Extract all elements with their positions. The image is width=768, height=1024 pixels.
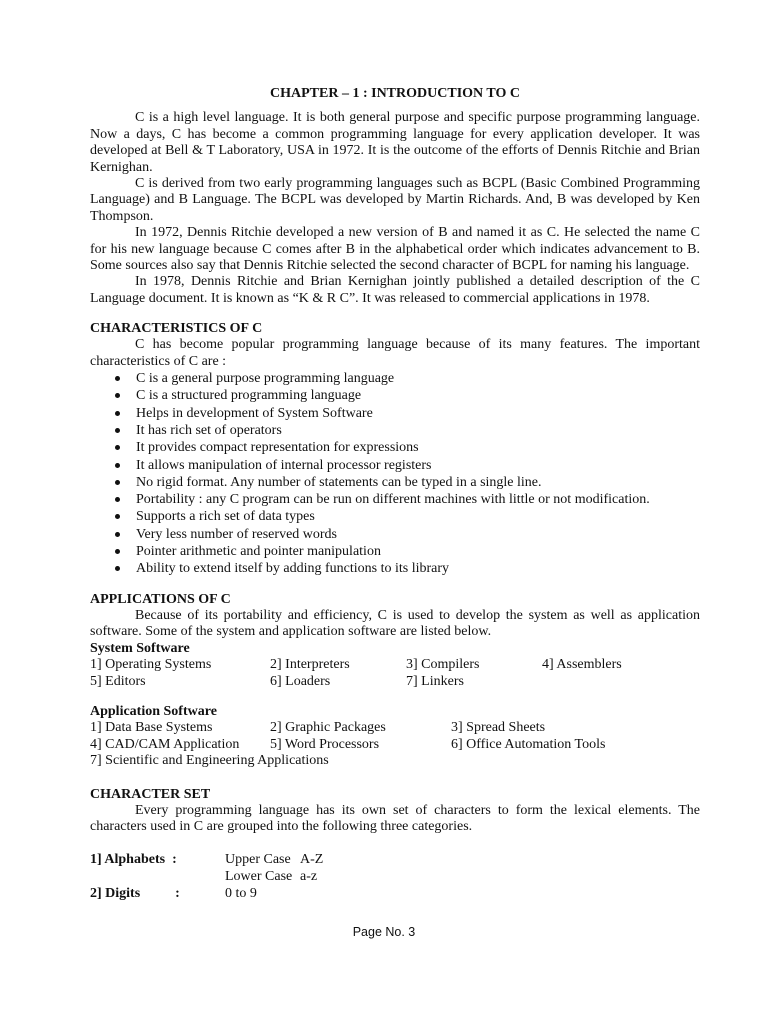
- grid-cell: 5] Editors: [90, 673, 146, 689]
- application-software-grid: [90, 720, 700, 769]
- system-software-grid: [90, 657, 700, 690]
- grid-cell: 4] Assemblers: [542, 657, 622, 673]
- digits-value: 0 to 9: [225, 886, 257, 902]
- list-item: No rigid format. Any number of statements can be typed in a single line.: [115, 474, 700, 491]
- intro-paragraph-4: In 1978, Dennis Ritchie and Brian Kernighan jointly published a detailed description of the C Language document. It is known as “K & R C”. It was released to commercial applications in 1978.: [90, 274, 700, 306]
- list-item: It has rich set of operators: [115, 422, 700, 439]
- list-item: It provides compact representation for expressions: [115, 439, 700, 456]
- grid-cell: 6] Loaders: [270, 673, 331, 689]
- list-item: Portability : any C program can be run on different machines with little or not modification.: [115, 491, 700, 508]
- intro-paragraph-3: In 1972, Dennis Ritchie developed a new version of B and named it as C. He selected the name C for his new language because C comes after B in the alphabetical order which indicates advancement to B. Some sources also say that Dennis Ritchie selected the second character of BCPL for naming his language.: [90, 225, 700, 274]
- alphabets-label-text: 1] Alphabets: [90, 852, 166, 868]
- list-item: Supports a rich set of data types: [115, 508, 700, 525]
- table-row: [90, 753, 700, 769]
- character-set-heading: CHARACTER SET: [90, 786, 211, 802]
- list-item: C is a general purpose programming language: [115, 370, 700, 387]
- characteristics-heading: CHARACTERISTICS OF C: [90, 321, 263, 337]
- upper-case-value: A-Z: [300, 852, 324, 868]
- lower-case-label: Lower Case: [225, 869, 293, 885]
- upper-case-label: Upper Case: [225, 852, 291, 868]
- list-item: C is a structured programming language: [115, 387, 700, 404]
- alphabets-label: [90, 851, 225, 868]
- table-row: [90, 657, 700, 673]
- applications-heading: APPLICATIONS OF C: [90, 591, 231, 607]
- table-row: [90, 868, 700, 885]
- list-item: It allows manipulation of internal processor registers: [115, 457, 700, 474]
- page-number: Page No. 3: [352, 925, 416, 939]
- grid-cell: 1] Operating Systems: [90, 657, 212, 673]
- grid-cell: 6] Office Automation Tools: [451, 736, 606, 752]
- list-item: Helps in development of System Software: [115, 405, 700, 422]
- applications-intro: Because of its portability and efficiency, C is used to develop the system as well as application software. Some of the system and application software are listed below.: [90, 607, 700, 640]
- list-item: Pointer arithmetic and pointer manipulation: [115, 543, 700, 560]
- intro-paragraph-2: C is derived from two early programming languages such as BCPL (Basic Combined Programming Language) and B Language. The BCPL was developed by Martin Richards. And, B was developed by Ken Thompson.: [90, 176, 700, 224]
- grid-cell: 3] Spread Sheets: [451, 720, 546, 736]
- grid-cell: 5] Word Processors: [270, 736, 380, 752]
- digits-label-text: 2] Digits: [90, 886, 141, 902]
- digits-colon: :: [175, 886, 180, 902]
- characteristics-intro: C has become popular programming language because of its many features. The important characteristics of C are :: [90, 337, 700, 369]
- grid-cell: 2] Interpreters: [270, 657, 350, 673]
- grid-cell: 3] Compilers: [406, 657, 480, 673]
- empty-label: [90, 868, 225, 885]
- table-row: [90, 737, 700, 753]
- grid-cell: 2] Graphic Packages: [270, 720, 386, 736]
- table-row: [90, 720, 700, 736]
- chapter-title: CHAPTER – 1 : INTRODUCTION TO C: [270, 86, 520, 101]
- grid-cell: 1] Data Base Systems: [90, 720, 213, 736]
- grid-cell: 4] CAD/CAM Application: [90, 736, 240, 752]
- list-item: Ability to extend itself by adding functions to its library: [115, 560, 700, 577]
- character-set-table: [90, 851, 700, 902]
- grid-cell: 7] Linkers: [406, 673, 464, 689]
- list-item: Very less number of reserved words: [115, 526, 700, 543]
- document-page: [90, 86, 700, 902]
- alphabets-colon: :: [172, 852, 177, 868]
- system-software-heading: System Software: [90, 641, 190, 657]
- grid-cell: 7] Scientific and Engineering Applications: [90, 753, 329, 769]
- table-row: [90, 674, 700, 690]
- digits-label: [90, 885, 225, 902]
- lower-case-value: a-z: [300, 869, 318, 885]
- intro-paragraph-1: C is a high level language. It is both general purpose and specific purpose programming language. Now a days, C has become a common programming language for every application developer. It was developed at Bell & T Laboratory, USA in 1972. It is the outcome of the efforts of Dennis Ritchie and Brian Kernighan.: [90, 110, 700, 175]
- characteristics-list: [90, 370, 700, 578]
- table-row: [90, 851, 700, 868]
- character-set-intro: Every programming language has its own set of characters to form the lexical elements. The characters used in C are grouped into the following three categories.: [90, 802, 700, 834]
- table-row: [90, 885, 700, 902]
- application-software-heading: Application Software: [90, 704, 217, 720]
